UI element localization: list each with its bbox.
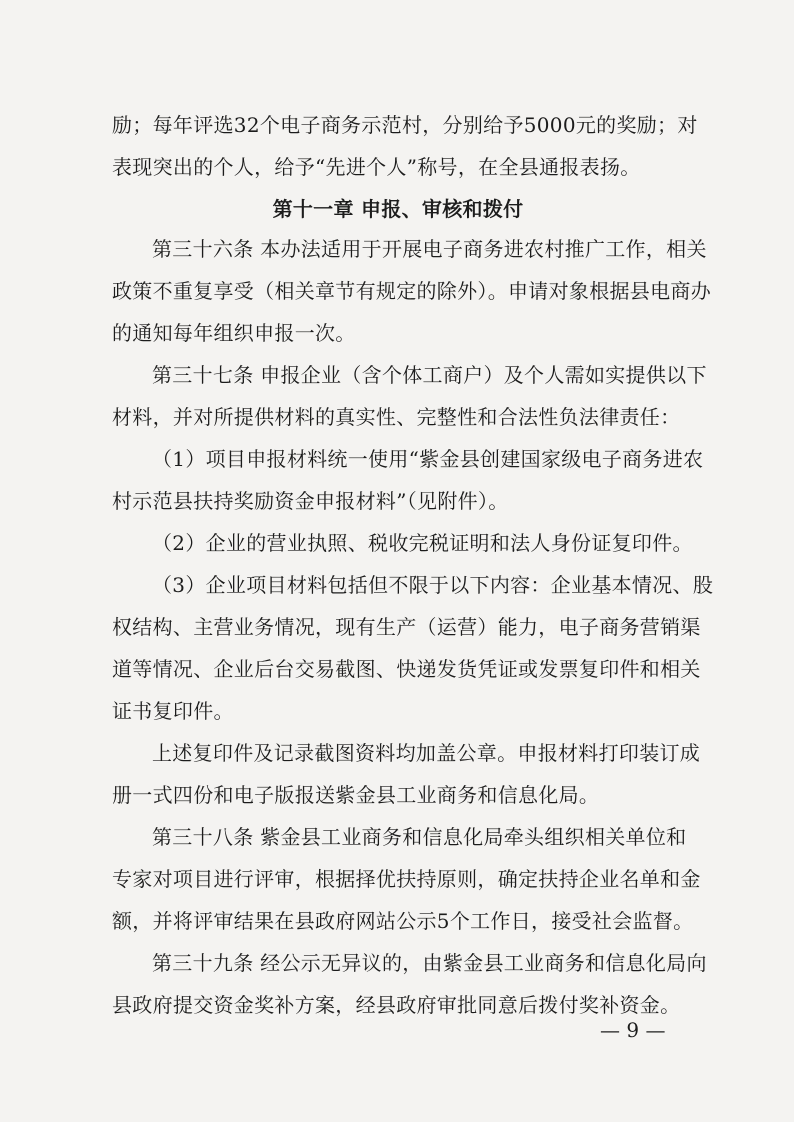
paragraph-line: 证书复印件。 (112, 699, 234, 723)
paragraph-line: 励；每年评选32个电子商务示范村，分别给予5000元的奖励；对 (112, 113, 698, 137)
paragraph-line: 权结构、主营业务情况，现有生产（运营）能力，电子商务营销渠 (112, 615, 701, 639)
paragraph-line: 第三十九条 经公示无异议的，由紫金县工业商务和信息化局向 (152, 951, 707, 975)
paragraph-line: 专家对项目进行评审，根据择优扶持原则，确定扶持企业名单和金 (112, 867, 701, 891)
paragraph-line: 县政府提交资金奖补方案，经县政府审批同意后拨付奖补资金。 (112, 993, 681, 1017)
paragraph-line: 第三十七条 申报企业（含个体工商户）及个人需如实提供以下 (152, 363, 707, 387)
paragraph-line: 第三十八条 紫金县工业商务和信息化局牵头组织相关单位和 (152, 825, 687, 849)
paragraph-line: 的通知每年组织申报一次。 (112, 321, 356, 345)
paragraph-line: 额，并将评审结果在县政府网站公示5个工作日，接受社会监督。 (112, 909, 694, 933)
page-number: — 9 — (600, 1018, 666, 1042)
paragraph-line: 道等情况、企业后台交易截图、快递发货凭证或发票复印件和相关 (112, 657, 701, 681)
paragraph-line: 村示范县扶持奖励资金申报材料”（见附件）。 (112, 489, 509, 513)
paragraph-line: （3）企业项目材料包括但不限于以下内容：企业基本情况、股 (152, 573, 714, 597)
paragraph-line: （2）企业的营业执照、税收完税证明和法人身份证复印件。 (152, 531, 693, 555)
paragraph-line: （1）项目申报材料统一使用“紫金县创建国家级电子商务进农 (152, 447, 704, 471)
paragraph-line: 材料，并对所提供材料的真实性、完整性和合法性负法律责任： (112, 405, 681, 429)
paragraph-line: 册一式四份和电子版报送紫金县工业商务和信息化局。 (112, 783, 600, 807)
paragraph-line: 上述复印件及记录截图资料均加盖公章。申报材料打印装订成 (152, 741, 701, 765)
paragraph-line: 第三十六条 本办法适用于开展电子商务进农村推广工作，相关 (152, 237, 707, 261)
paragraph-line: 政策不重复享受（相关章节有规定的除外）。申请对象根据县电商办 (112, 279, 711, 303)
paragraph-line: 表现突出的个人，给予“先进个人”称号，在全县通报表扬。 (112, 155, 641, 179)
chapter-heading: 第十一章 申报、审核和拨付 (272, 197, 524, 221)
